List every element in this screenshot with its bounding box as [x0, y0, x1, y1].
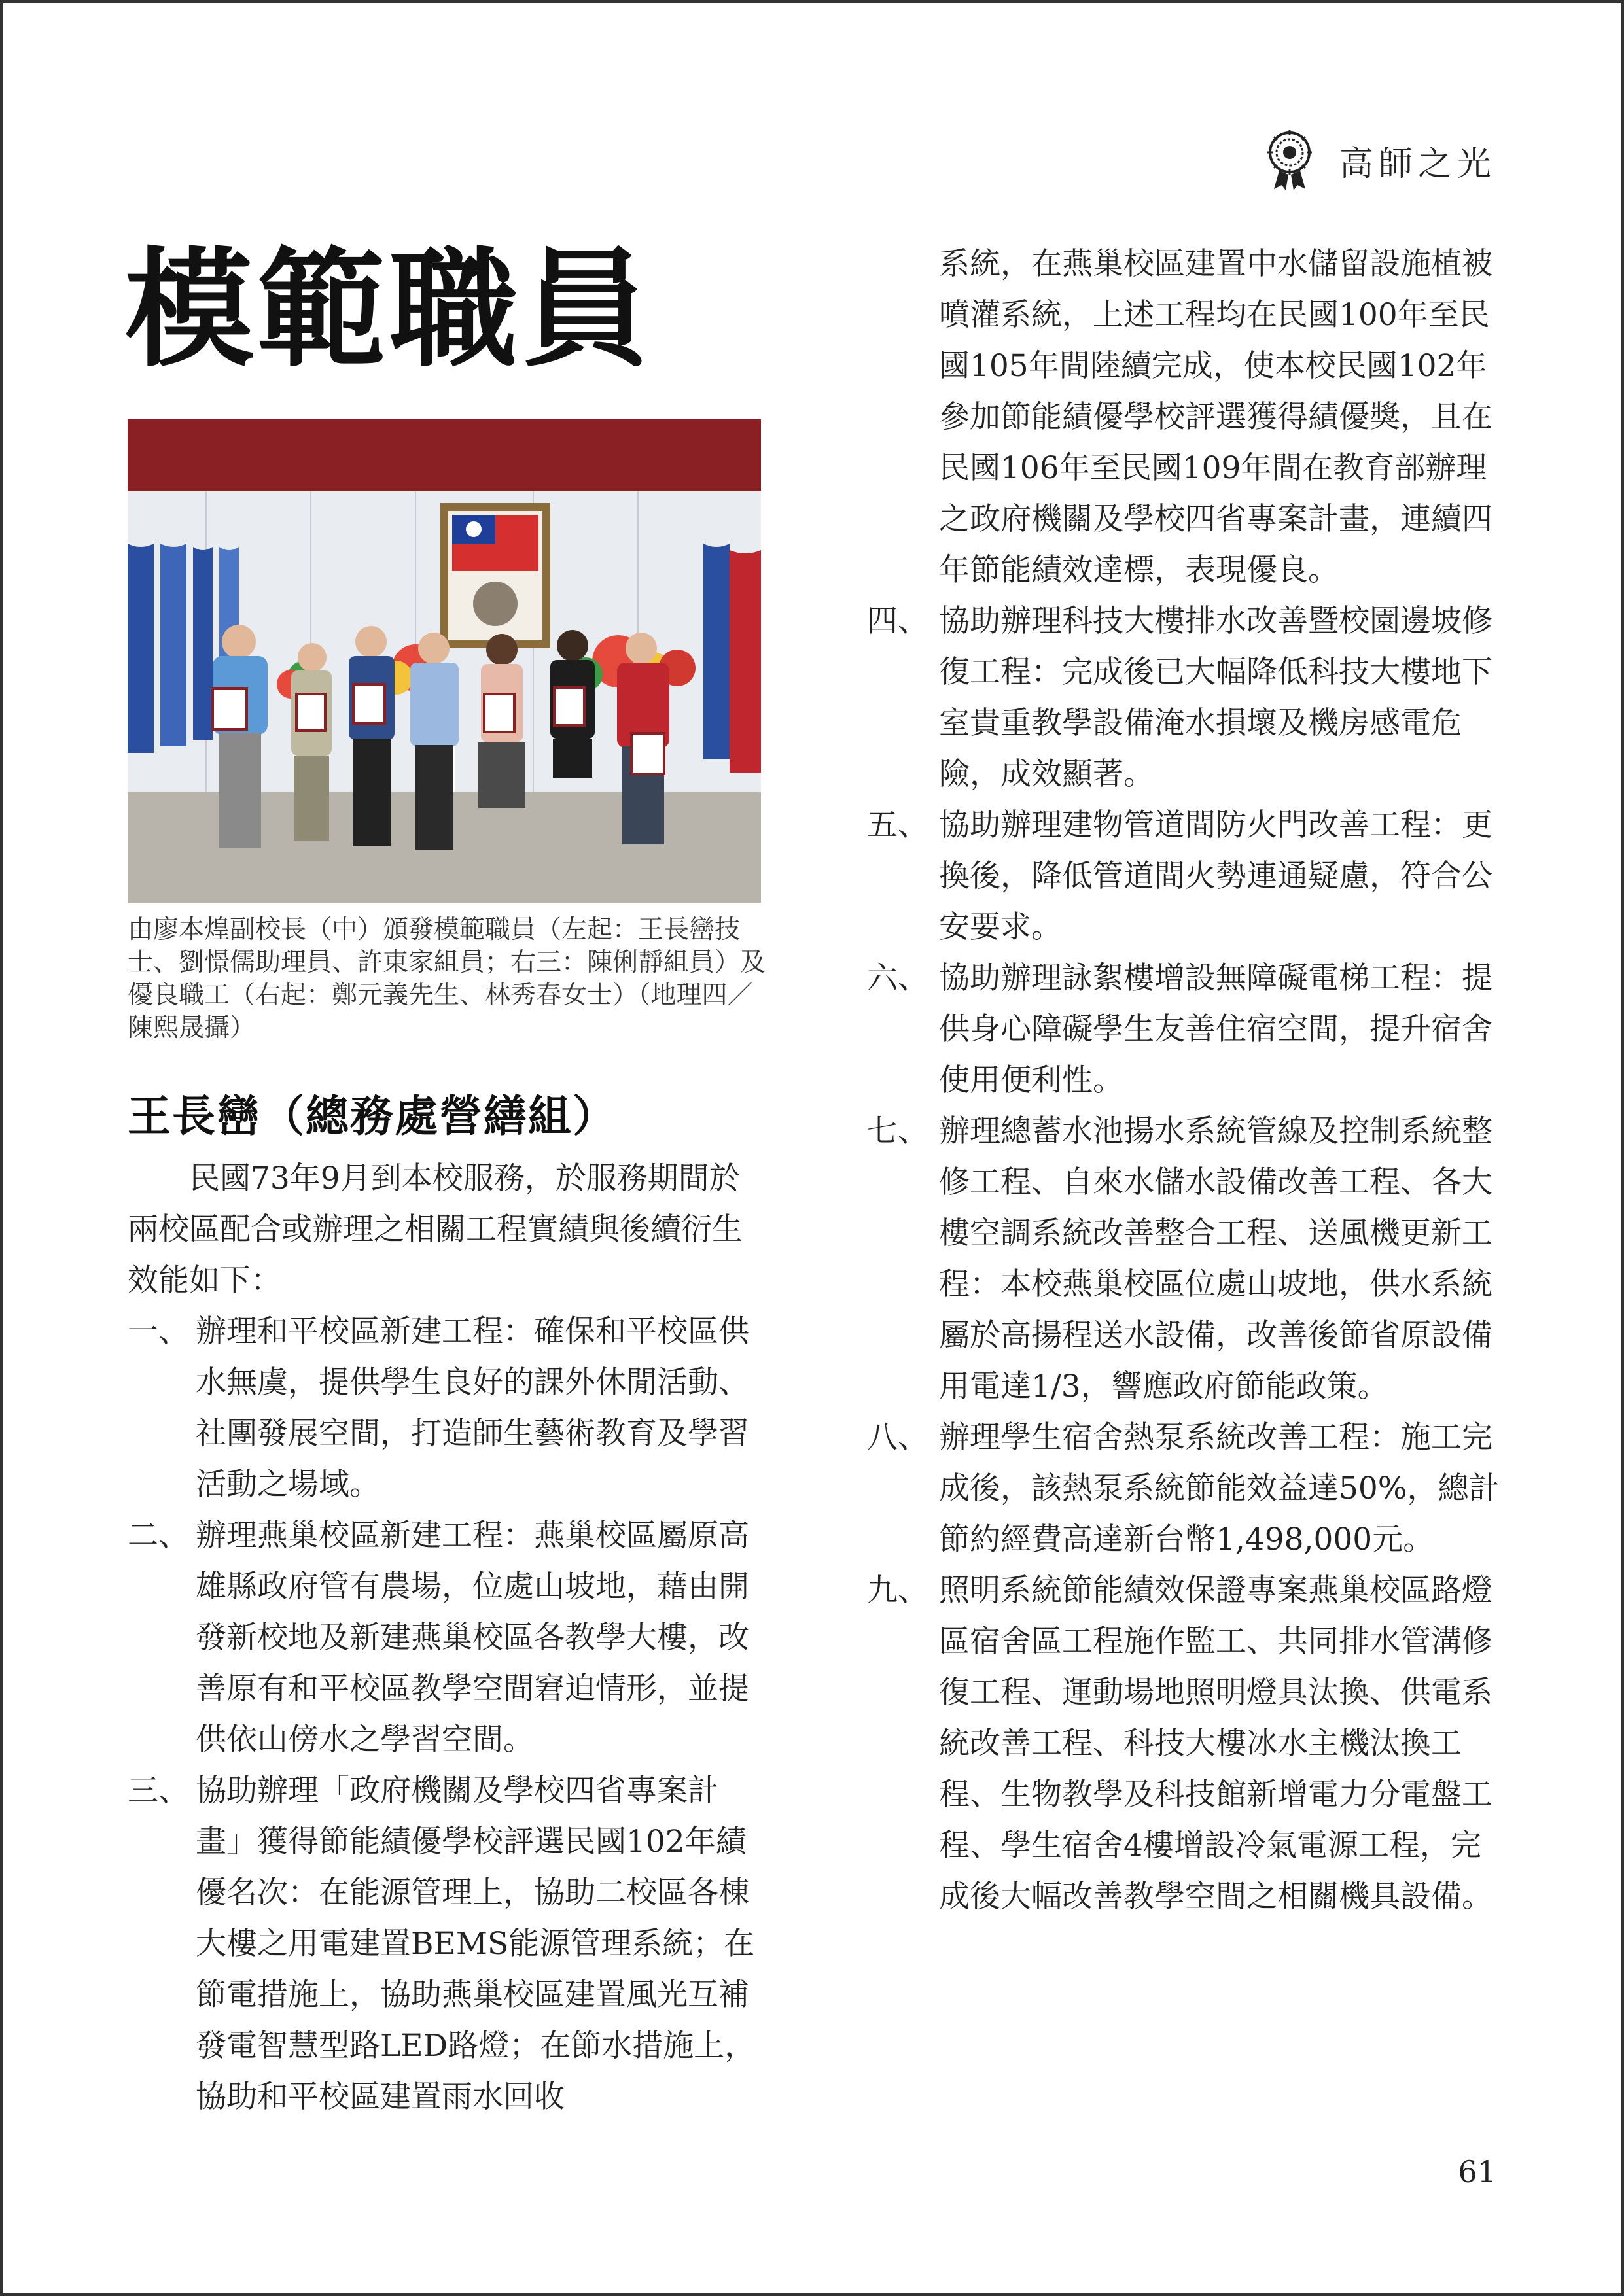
list-item-text: 辦理和平校區新建工程：確保和平校區供水無虞，提供學生良好的課外休閒活動、社團發展空間，打造師生藝術教育及學習活動之場域。	[196, 1313, 749, 1503]
list-item-text: 協助辦理建物管道間防火門改善工程：更換後，降低管道間火勢連通疑慮，符合公安要求。	[939, 807, 1492, 945]
list-item-number: 五、	[867, 807, 928, 843]
right-column	[867, 239, 1508, 1922]
list-item-text: 照明系統節能績效保證專案燕巢校區路燈區宿舍區工程施作監工、共同排水管溝修復工程、運動場地照明燈具汰換、供電系統改善工程、科技大樓冰水主機汰換工程、生物教學及科技館新增電力分電盤工程、學生宿舍4樓增設冷氣電源工程，完成後大幅改善教學空間之相關機具設備。	[939, 1573, 1492, 1915]
list-item-text: 辦理學生宿舍熱泵系統改善工程：施工完成後，該熱泵系統節能效益達50%，總計節約經費高達新台幣1,498,000元。	[939, 1419, 1500, 1557]
list-item-text: 協助辦理「政府機關及學校四省專案計畫」獲得節能績優學校評選民國102年績優名次：在能源管理上，協助二校區各棟大樓之用電建置BEMS能源管理系統；在節電措施上，協助燕巢校區建置風光互補發電智慧型路LED路燈；在節水措施上，協助和平校區建置雨水回收	[196, 1773, 756, 2115]
photo-caption: 由廖本煌副校長（中）頒發模範職員（左起：王長巒技士、劉憬儒助理員、許東家組員；右三：陳俐靜組員）及優良職工（右起：鄭元義先生、林秀春女士）（地理四／陳熙晟攝）	[128, 915, 766, 1043]
intro-paragraph: 民國73年9月到本校服務，於服務期間於兩校區配合或辦理之相關工程實績與後續衍生效能如下：	[128, 1160, 743, 1298]
section-title: 高師之光	[1339, 144, 1496, 184]
left-column	[128, 1153, 762, 2123]
page-number: 61	[1458, 2154, 1496, 2189]
list-item-text: 辦理燕巢校區新建工程：燕巢校區屬原高雄縣政府管有農場，位處山坡地，藉由開發新校地及新建燕巢校區各教學大樓，改善原有和平校區教學空間窘迫情形，並提供依山傍水之學習空間。	[196, 1518, 749, 1758]
list-item-text: 辦理總蓄水池揚水系統管線及控制系統整修工程、自來水儲水設備改善工程、各大樓空調系統改善整合工程、送風機更新工程：本校燕巢校區位處山坡地，供水系統屬於高揚程送水設備，改善後節省原設備用電達1/3，響應政府節能政策。	[939, 1113, 1492, 1404]
list-item-number: 四、	[867, 603, 928, 639]
list-item-number: 八、	[867, 1419, 928, 1455]
list-item	[867, 1565, 1508, 1922]
award-ceremony-photo	[128, 419, 761, 903]
list-item-number: 二、	[128, 1518, 189, 1554]
list-item-text: 協助辦理詠絮樓增設無障礙電梯工程：提供身心障礙學生友善住宿空間，提升宿舍使用便利性。	[939, 960, 1492, 1098]
list-item-number: 九、	[867, 1573, 928, 1609]
list-item	[867, 1412, 1508, 1565]
list-item	[128, 1510, 762, 1765]
person-heading: 王長巒（總務處營繕組）	[128, 1090, 617, 1141]
list-item-number: 六、	[867, 960, 928, 996]
list-item	[128, 1765, 762, 2123]
list-item	[867, 800, 1508, 953]
list-item	[867, 953, 1508, 1106]
page-header	[1263, 128, 1496, 193]
list-item	[128, 1306, 762, 1510]
continued-paragraph: 系統，在燕巢校區建置中水儲留設施植被噴灌系統，上述工程均在民國100年至民國105年間陸續完成，使本校民國102年參加節能績優學校評選獲得績優獎，且在民國106年至民國109年間在教育部辦理之政府機關及學校四省專案計畫，連續四年節能績效達標，表現優良。	[939, 246, 1492, 588]
list-item	[867, 596, 1508, 800]
list-item-number: 七、	[867, 1113, 928, 1149]
list-item-number: 三、	[128, 1773, 189, 1809]
award-photo	[128, 419, 761, 903]
list-item-text: 協助辦理科技大樓排水改善暨校園邊坡修復工程：完成後已大幅降低科技大樓地下室貴重教學設備淹水損壞及機房感電危險，成效顯著。	[939, 603, 1492, 792]
list-item-number: 一、	[128, 1313, 189, 1349]
page-title: 模範職員	[125, 234, 654, 385]
list-item	[867, 1106, 1508, 1412]
school-emblem-icon	[1263, 129, 1316, 192]
